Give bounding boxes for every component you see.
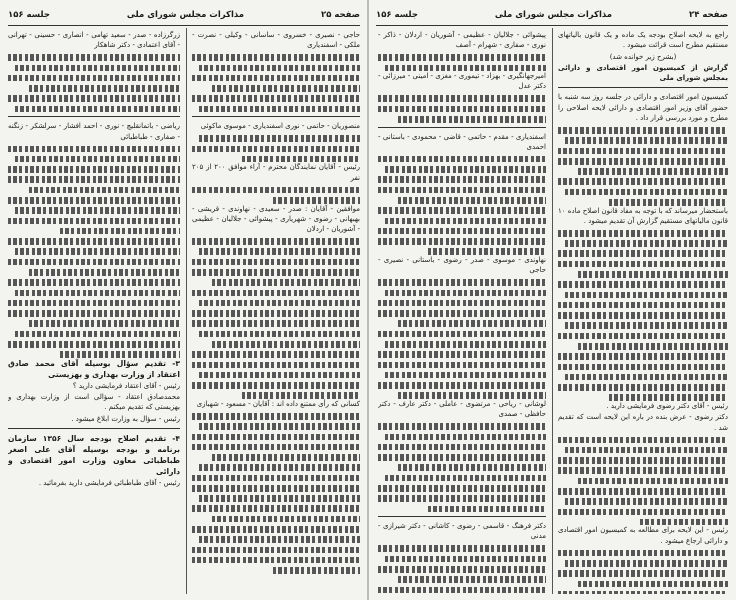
- text-line: [8, 341, 180, 348]
- text-line: [428, 506, 546, 513]
- speaker-line: دکتر رضوی - عرض بنده در باره این لایحه است که تقدیم شد .: [558, 413, 728, 432]
- text-line: [29, 85, 180, 92]
- text-line: [558, 384, 728, 391]
- text-line: [558, 312, 728, 319]
- text-line: [8, 54, 180, 61]
- text-line: [212, 279, 360, 286]
- text-line: [378, 187, 546, 194]
- text-line: [565, 292, 728, 299]
- text-line: [8, 75, 180, 82]
- text-paragraph: رئیس - آقایان نمایندگان محترم - آراء موافق ۲۰۰ از ۲۰۵ نفر: [192, 163, 360, 182]
- text-line: [15, 106, 180, 113]
- speaker-line: رئیس - آقای دکتر رضوی فرمایشی دارید .: [606, 402, 728, 410]
- text-line: [640, 519, 728, 526]
- text-line: [192, 320, 360, 327]
- text-paragraph: نهاوندی - موسوی - صدر - رضوی - باستانی - نصیری - حاجی: [378, 256, 546, 275]
- text-line: [558, 467, 728, 474]
- text-line: [199, 248, 360, 255]
- text-line: [378, 310, 546, 317]
- text-line: [15, 290, 180, 297]
- text-paragraph: راجع به لایحه اصلاح بودجه یک ماده و یک قانون بالیاتهای مستقیم مطرح است قرائت میشود .: [558, 31, 728, 50]
- text-line: [385, 218, 546, 225]
- text-line: [192, 413, 360, 420]
- text-line: [578, 478, 728, 485]
- text-line: [199, 495, 360, 502]
- text-line: [558, 230, 728, 237]
- text-line: [8, 310, 180, 317]
- section-divider: [192, 116, 360, 117]
- text-line: [8, 238, 180, 245]
- text-line: [192, 444, 360, 451]
- text-line: [273, 567, 360, 574]
- text-line: [378, 279, 546, 286]
- text-line: [192, 434, 360, 441]
- text-line: [558, 127, 728, 134]
- text-line: [385, 434, 546, 441]
- section-divider: [378, 127, 546, 128]
- text-line: [29, 187, 180, 194]
- text-line: [192, 238, 360, 245]
- text-line: [565, 374, 728, 381]
- text-line: [378, 423, 546, 430]
- text-line: [378, 95, 546, 102]
- right-page: [368, 0, 736, 600]
- text-line: [8, 218, 180, 225]
- text-line: [199, 536, 360, 543]
- text-line: [8, 259, 180, 266]
- text-line: [192, 310, 360, 317]
- text-line: [199, 331, 360, 338]
- text-paragraph: باستحضار میرساند که با توجه به مفاد قانون اصلاح ماده ۱۰ قانون مالیاتهای مستقیم گزارش آن تقدیم میشود .: [558, 206, 728, 225]
- text-line: [609, 199, 728, 206]
- left-page-inner-column: [192, 30, 360, 594]
- text-line: [558, 148, 728, 155]
- text-line: [378, 362, 546, 369]
- text-line: [558, 457, 728, 464]
- text-line: [378, 587, 546, 594]
- text-line: [192, 187, 360, 194]
- right-session-label: جلسه ۱۵۶: [376, 10, 418, 20]
- text-line: [565, 137, 728, 144]
- text-line: [558, 509, 728, 516]
- text-line: [378, 545, 546, 552]
- text-line: [199, 65, 360, 72]
- text-paragraph: پیشوائی - جلالیان - عظیمی - آشوریان - اردلان - ذاکر - نوری - صفاری - شهرام - آصف: [378, 31, 546, 50]
- text-line: [199, 372, 360, 379]
- text-line: [192, 526, 360, 533]
- text-line: [558, 333, 728, 340]
- text-line: [199, 106, 360, 113]
- section-divider: [8, 116, 180, 117]
- text-line: [378, 106, 546, 113]
- text-line: [8, 300, 180, 307]
- left-page-label: صفحه ۲۵: [321, 10, 360, 20]
- text-line: [558, 364, 728, 371]
- left-header-rule: [8, 25, 360, 26]
- text-line: [385, 475, 546, 482]
- text-paragraph: کسانی که رأی ممتنع داده اند : آقایان - مسعود - شهبازی: [196, 399, 360, 408]
- text-line: [192, 146, 360, 153]
- text-line: [565, 240, 728, 247]
- section-divider: [378, 516, 546, 517]
- text-line: [15, 156, 180, 163]
- text-paragraph: حاجی - نصیری - خسروی - ساسانی - وکیلی - نصرت - ملکی - اسفندیاری: [192, 31, 360, 50]
- right-page-label: صفحه ۲۴: [689, 10, 728, 20]
- text-paragraph: زرگرزاده - صدر - سعید تهامی - انصاری - حسینی - تهرانی - آقای اعتمادی - دکتر شاهکار: [8, 31, 180, 50]
- text-line: [558, 437, 728, 444]
- text-paragraph: لوشانی - ریاحی - مرتضوی - عاملی - دکتر عارف - دکتر حافظی - صمدی: [378, 399, 546, 419]
- text-line: [273, 197, 360, 204]
- text-line: [428, 248, 546, 255]
- text-line: [378, 454, 546, 461]
- text-line: [8, 95, 180, 102]
- text-line: [565, 189, 728, 196]
- section-heading: ۴- تقدیم اصلاح بودجه سال ۱۳۵۶ سازمان برنامه و بودجه بوسیله آقای علی اصغر طباطبائی معاون وزارت امور اقتصادی و دارائی: [8, 433, 180, 476]
- text-line: [385, 166, 546, 173]
- text-paragraph: موافقین - آقایان : صدر - سعیدی - نهاوندی - قریشی - بهبهانی - رضوی - شهریاری - پیشوائی - جلالیان - عظیمی - آشوریان - اردلان: [192, 204, 360, 234]
- column-rule: [186, 28, 187, 594]
- text-line: [565, 322, 728, 329]
- text-line: [378, 566, 546, 573]
- text-line: [8, 197, 180, 204]
- text-line: [8, 166, 180, 173]
- text-line: [192, 269, 360, 276]
- text-line: [15, 65, 180, 72]
- text-line: [578, 168, 728, 175]
- text-line: [192, 95, 360, 102]
- text-paragraph: امیرجهانگیری - بهزاد - تیموری - مغزی - امینی - میرزائی - دکتر عدل: [378, 72, 546, 91]
- text-line: [29, 269, 180, 276]
- text-line: [199, 423, 360, 430]
- text-line: [398, 320, 546, 327]
- text-line: [192, 75, 360, 82]
- text-line: [385, 290, 546, 297]
- text-line: [398, 464, 546, 471]
- text-line: [558, 250, 728, 257]
- text-paragraph: اسفندیاری - مقدم - حاتمی - قاضی - محمودی - باستانی - احمدی: [378, 132, 546, 151]
- text-line: [378, 176, 546, 183]
- text-line: [609, 394, 728, 401]
- text-line: [8, 176, 180, 183]
- right-header-rule: [376, 25, 728, 26]
- text-line: [578, 581, 728, 588]
- text-line: [398, 116, 546, 123]
- text-line: [29, 320, 180, 327]
- text-line: [192, 351, 360, 358]
- text-line: [15, 331, 180, 338]
- left-page-outer-column: [8, 30, 180, 594]
- text-line: [192, 290, 360, 297]
- text-line: [558, 281, 728, 288]
- right-running-head: [376, 8, 728, 22]
- text-line: [378, 238, 546, 245]
- text-line: [192, 475, 360, 482]
- text-paragraph: (بشرح زیر خوانده شد): [609, 52, 677, 61]
- text-line: [192, 382, 360, 389]
- text-line: [385, 556, 546, 563]
- text-line: [8, 146, 180, 153]
- text-line: [378, 207, 546, 214]
- right-page-inner-column: [378, 30, 546, 594]
- text-line: [60, 228, 180, 235]
- text-line: [558, 488, 728, 495]
- text-line: [378, 444, 546, 451]
- text-line: [565, 560, 728, 567]
- speaker-line: محمدصادق اعتقاد - سؤالی است از وزارت بهداری و بهزیستی که تقدیم میکنم .: [8, 393, 180, 412]
- text-line: [242, 156, 360, 163]
- text-line: [378, 331, 546, 338]
- speaker-line: رئیس - این لایحه برای مطالعه به کمیسیون امور اقتصادی و دارائی ارجاع میشود .: [558, 526, 728, 545]
- text-paragraph: کمیسیون امور اقتصادی و دارائی در جلسه روز سه شنبه با حضور آقای وزیر امور اقتصادی و دارائی لایحه اصلاحی را مطرح و مورد بررسی قرار داد .: [558, 93, 728, 123]
- text-line: [385, 341, 546, 348]
- text-line: [578, 343, 728, 350]
- text-line: [558, 302, 728, 309]
- text-line: [378, 156, 546, 163]
- text-line: [385, 65, 546, 72]
- text-line: [15, 207, 180, 214]
- text-line: [199, 135, 360, 142]
- text-line: [199, 464, 360, 471]
- text-paragraph: ریاضی - باتمانقلیچ - نوری - احمد افشار - سرلشکر - زنگنه - صفاری - طباطبائی: [8, 122, 180, 141]
- text-line: [565, 498, 728, 505]
- left-journal-title: مذاکرات مجلس شورای ملی: [126, 10, 245, 20]
- section-divider: [558, 87, 728, 88]
- text-line: [8, 279, 180, 286]
- text-line: [378, 228, 546, 235]
- speaker-line: رئیس - سؤال به وزارت ابلاغ میشود .: [71, 414, 180, 423]
- text-line: [192, 505, 360, 512]
- column-rule: [552, 28, 553, 594]
- text-line: [378, 485, 546, 492]
- text-line: [558, 570, 728, 577]
- text-line: [15, 248, 180, 255]
- text-line: [398, 197, 546, 204]
- text-line: [378, 495, 546, 502]
- text-paragraph: منصوریان - حاتمی - نوری اسفندیاری - موسوی ماکوئی: [200, 122, 360, 131]
- text-line: [192, 547, 360, 554]
- right-page-outer-column: [558, 30, 728, 594]
- text-line: [242, 392, 360, 399]
- text-line: [192, 485, 360, 492]
- text-line: [212, 85, 360, 92]
- text-line: [192, 557, 360, 564]
- text-line: [558, 178, 728, 185]
- text-line: [558, 591, 728, 594]
- speaker-line: رئیس - آقای اعتقاد فرمایشی دارید ؟: [72, 381, 180, 390]
- text-line: [398, 392, 546, 399]
- text-line: [398, 576, 546, 583]
- text-line: [378, 54, 546, 61]
- text-line: [192, 362, 360, 369]
- text-line: [212, 454, 360, 461]
- text-paragraph: دکتر فرهنگ - قاسمی - رضوی - کاشانی - دکتر شیرازی - مدنی: [378, 522, 546, 541]
- report-heading: گزارش از کمیسیون امور اقتصادی و دارائی بمجلس شورای ملی: [558, 63, 728, 83]
- right-journal-title: مذاکرات مجلس شورای ملی: [494, 10, 613, 20]
- speaker-line: رئیس - آقای طباطبائی فرمایشی دارید بفرمائید .: [38, 478, 180, 487]
- text-line: [378, 382, 546, 389]
- text-line: [565, 447, 728, 454]
- text-line: [558, 550, 728, 557]
- text-line: [199, 300, 360, 307]
- text-line: [385, 372, 546, 379]
- text-line: [378, 300, 546, 307]
- text-line: [212, 341, 360, 348]
- section-heading: ۳- تقدیم سؤال بوسیله آقای محمد صادق اعتقاد از وزارت بهداری و بهزیستی: [8, 358, 180, 379]
- text-line: [192, 259, 360, 266]
- left-running-head: [8, 8, 360, 22]
- text-line: [192, 54, 360, 61]
- text-line: [212, 516, 360, 523]
- text-line: [60, 351, 180, 358]
- text-line: [558, 158, 728, 165]
- left-session-label: جلسه ۱۵۶: [8, 10, 50, 20]
- text-line: [378, 351, 546, 358]
- text-line: [558, 353, 728, 360]
- text-line: [578, 271, 728, 278]
- text-line: [558, 261, 728, 268]
- section-divider: [8, 428, 180, 429]
